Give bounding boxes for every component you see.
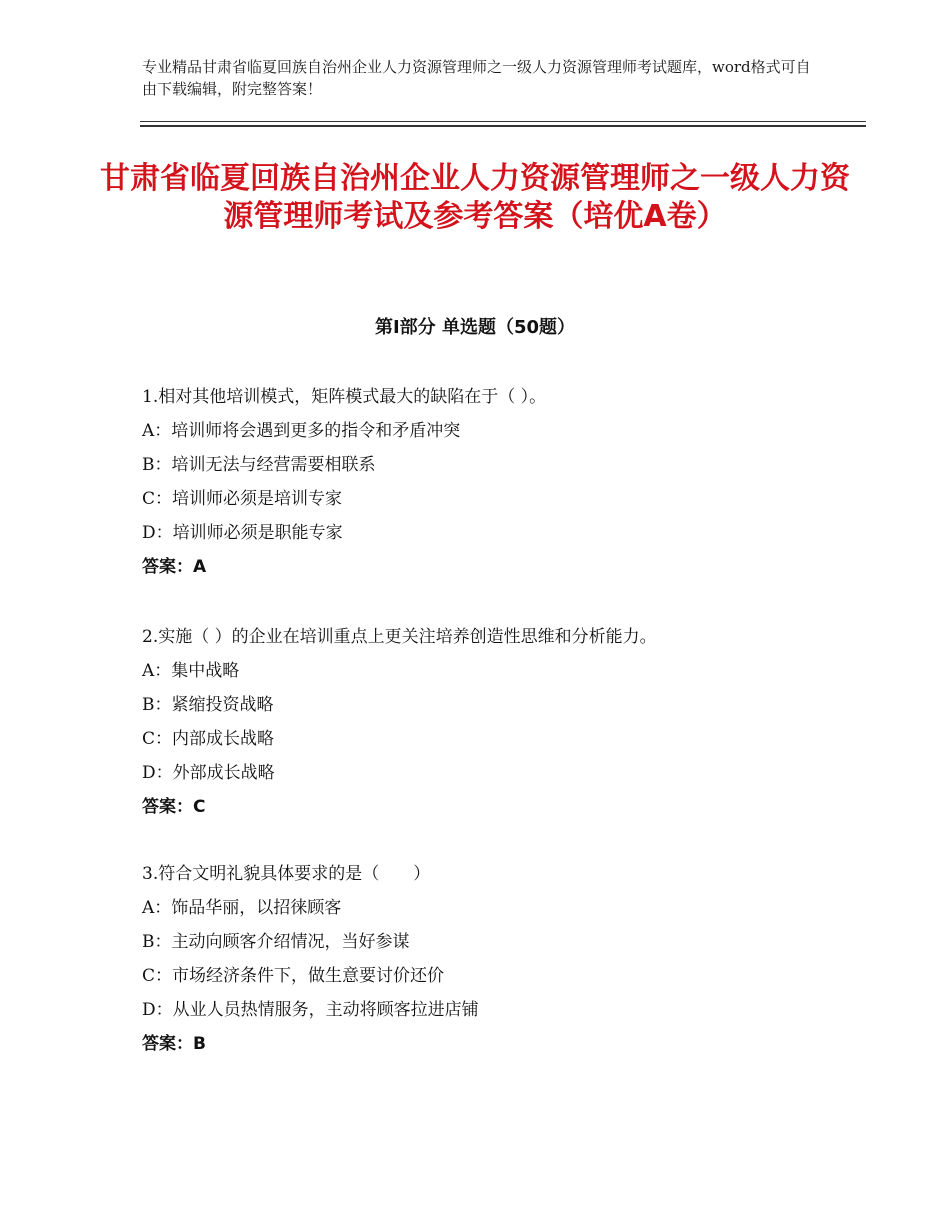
answer-label: 答案：B bbox=[142, 1034, 206, 1054]
header-note: 专业精品甘肃省临夏回族自治州企业人力资源管理师之一级人力资源管理师考试题库，word格式可自由下载编辑，附完整答案！ bbox=[142, 58, 811, 98]
header-divider-thin bbox=[140, 121, 866, 122]
option-a: A：饰品华丽，以招徕顾客 bbox=[142, 898, 342, 918]
question-stem: 3.符合文明礼貌具体要求的是（ ） bbox=[142, 864, 431, 884]
question-stem: 2.实施（ ）的企业在培训重点上更关注培养创造性思维和分析能力。 bbox=[142, 627, 657, 647]
option-b: B：主动向顾客介绍情况，当好参谋 bbox=[142, 932, 410, 952]
option-c: C：内部成长战略 bbox=[142, 729, 275, 749]
option-c: C：市场经济条件下，做生意要讨价还价 bbox=[142, 966, 445, 986]
option-d: D：从业人员热情服务，主动将顾客拉进店铺 bbox=[142, 1000, 479, 1020]
section-title: 第Ⅰ部分 单选题（50题） bbox=[374, 317, 575, 338]
question-1 bbox=[142, 380, 842, 584]
question-3 bbox=[142, 857, 842, 1061]
option-a: A：集中战略 bbox=[142, 661, 240, 681]
option-a: A：培训师将会遇到更多的指令和矛盾冲突 bbox=[142, 421, 461, 441]
answer-label: 答案：A bbox=[142, 557, 207, 577]
option-b: B：紧缩投资战略 bbox=[142, 695, 274, 715]
answer-label: 答案：C bbox=[142, 797, 206, 817]
question-stem: 1.相对其他培训模式，矩阵模式最大的缺陷在于（ ）。 bbox=[142, 387, 547, 407]
header-divider-thick bbox=[140, 125, 866, 127]
document-title: 甘肃省临夏回族自治州企业人力资源管理师之一级人力资源管理师考试及参考答案（培优A卷） bbox=[100, 161, 850, 234]
option-c: C：培训师必须是培训专家 bbox=[142, 489, 343, 509]
option-b: B：培训无法与经营需要相联系 bbox=[142, 455, 376, 475]
question-2 bbox=[142, 620, 842, 824]
option-d: D：外部成长战略 bbox=[142, 763, 275, 783]
option-d: D：培训师必须是职能专家 bbox=[142, 523, 343, 543]
